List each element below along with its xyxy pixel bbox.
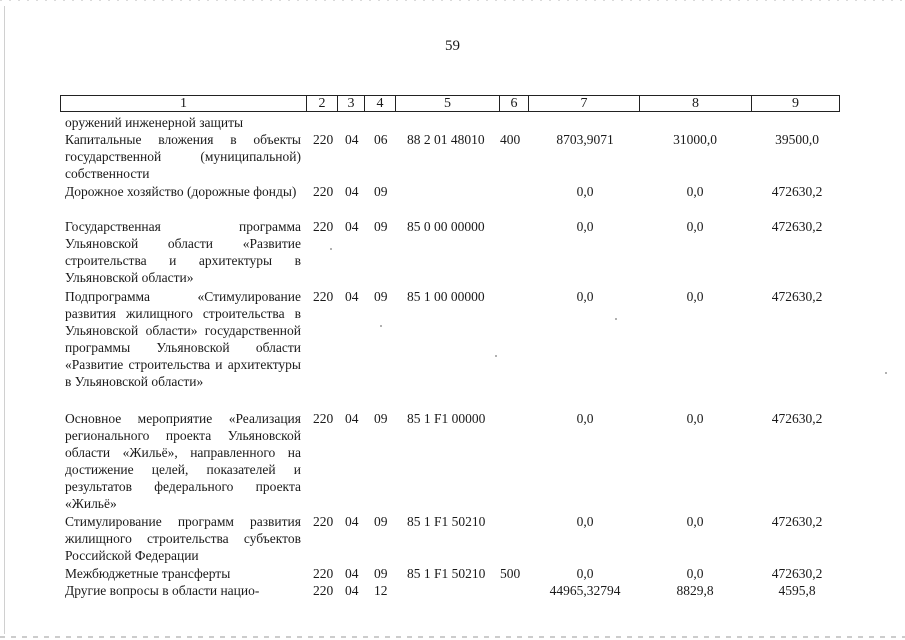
row-amount-col9: 472630,2 [771,219,823,234]
row-description: Капитальные вложения в объекты государственной (муниципальной) собственности [65,132,301,181]
row-amount-col9: 4595,8 [778,583,816,598]
row-section-code: 04 [345,583,359,598]
row-amount-col9: 472630,2 [771,411,823,426]
row-section-code: 04 [345,514,359,529]
header-col-2: 2 [307,96,338,111]
scan-speck [615,318,617,320]
row-target-article: 85 1 00 00000 [407,289,485,304]
header-col-7: 7 [529,96,640,111]
scan-speck [495,355,497,357]
row-subsection-code: 09 [374,184,388,199]
row-amount-col7: 0,0 [576,411,594,426]
row-description: Основное мероприятие «Реализация регионального проекта Ульяновской области «Жильё», направленного на достижение целей, показателей и результатов федерального проекта «Жильё» [65,411,301,511]
row-description: Межбюджетные трансферты [65,566,231,581]
row-amount-col7: 44965,32794 [549,583,621,598]
scan-speck [380,325,382,327]
row-amount-col7: 0,0 [576,514,594,529]
row-ministry-code: 220 [313,184,334,199]
scan-top-edge [0,0,905,3]
row-target-article: 85 1 F1 50210 [407,514,486,529]
row-target-article: 85 1 F1 00000 [407,411,486,426]
header-col-9: 9 [792,96,799,111]
scan-speck [885,372,887,374]
row-subsection-code: 09 [374,219,388,234]
row-section-code: 04 [345,289,359,304]
row-ministry-code: 220 [313,132,334,147]
page-number: 59 [445,38,460,54]
row-amount-col8: 31000,0 [673,132,717,147]
row-ministry-code: 220 [313,411,334,426]
scan-speck [330,248,332,250]
row-expense-type: 500 [500,566,521,581]
row-target-article: 88 2 01 48010 [407,132,485,147]
row-amount-col8: 8829,8 [676,583,714,598]
row-section-code: 04 [345,566,359,581]
row-description: Дорожное хозяйство (дорожные фонды) [65,184,297,199]
row-amount-col9: 472630,2 [771,184,823,199]
header-col-5: 5 [396,96,500,111]
header-col-6: 6 [500,96,529,111]
scan-bottom-edge [0,636,905,639]
header-col-1: 1 [61,96,307,111]
row-amount-col9: 39500,0 [775,132,819,147]
row-amount-col8: 0,0 [686,566,704,581]
row-ministry-code: 220 [313,219,334,234]
header-col-4: 4 [365,96,396,111]
row-target-article: 85 1 F1 50210 [407,566,486,581]
row-ministry-code: 220 [313,289,334,304]
row-amount-col7: 8703,9071 [556,132,614,147]
row-section-code: 04 [345,411,359,426]
row-subsection-code: 09 [374,566,388,581]
row-amount-col7: 0,0 [576,289,594,304]
row-ministry-code: 220 [313,583,334,598]
row-subsection-code: 09 [374,289,388,304]
row-amount-col9: 472630,2 [771,566,823,581]
row-section-code: 04 [345,219,359,234]
header-col-3: 3 [338,96,365,111]
row-description: Другие вопросы в области нацио- [65,583,260,598]
row-amount-col7: 0,0 [576,184,594,199]
table-header [60,95,840,112]
row-amount-col9: 472630,2 [771,289,823,304]
row-subsection-code: 06 [374,132,388,147]
row-amount-col8: 0,0 [686,219,704,234]
row-section-code: 04 [345,184,359,199]
row-subsection-code: 12 [374,583,388,598]
row-description: оружений инженерной защиты [65,115,244,130]
row-subsection-code: 09 [374,514,388,529]
row-description: Государственная программа Ульяновской области «Развитие строительства и архитектуры в Ульяновской области» [65,219,301,285]
row-target-article: 85 0 00 00000 [407,219,485,234]
header-col-8: 8 [640,96,752,111]
row-amount-col9: 472630,2 [771,514,823,529]
row-ministry-code: 220 [313,566,334,581]
row-amount-col7: 0,0 [576,219,594,234]
row-amount-col8: 0,0 [686,289,704,304]
row-amount-col8: 0,0 [686,411,704,426]
row-amount-col8: 0,0 [686,514,704,529]
row-description: Подпрограмма «Стимулирование развития жилищного строительства в Ульяновской области» государственной программы Ульяновской области «Развитие строительства и архитектуры в Ульяновской области» [65,289,301,389]
row-expense-type: 400 [500,132,521,147]
scan-left-edge [4,6,5,634]
row-amount-col8: 0,0 [686,184,704,199]
row-ministry-code: 220 [313,514,334,529]
row-subsection-code: 09 [374,411,388,426]
row-section-code: 04 [345,132,359,147]
row-amount-col7: 0,0 [576,566,594,581]
row-description: Стимулирование программ развития жилищного строительства субъектов Российской Федерации [65,514,301,563]
